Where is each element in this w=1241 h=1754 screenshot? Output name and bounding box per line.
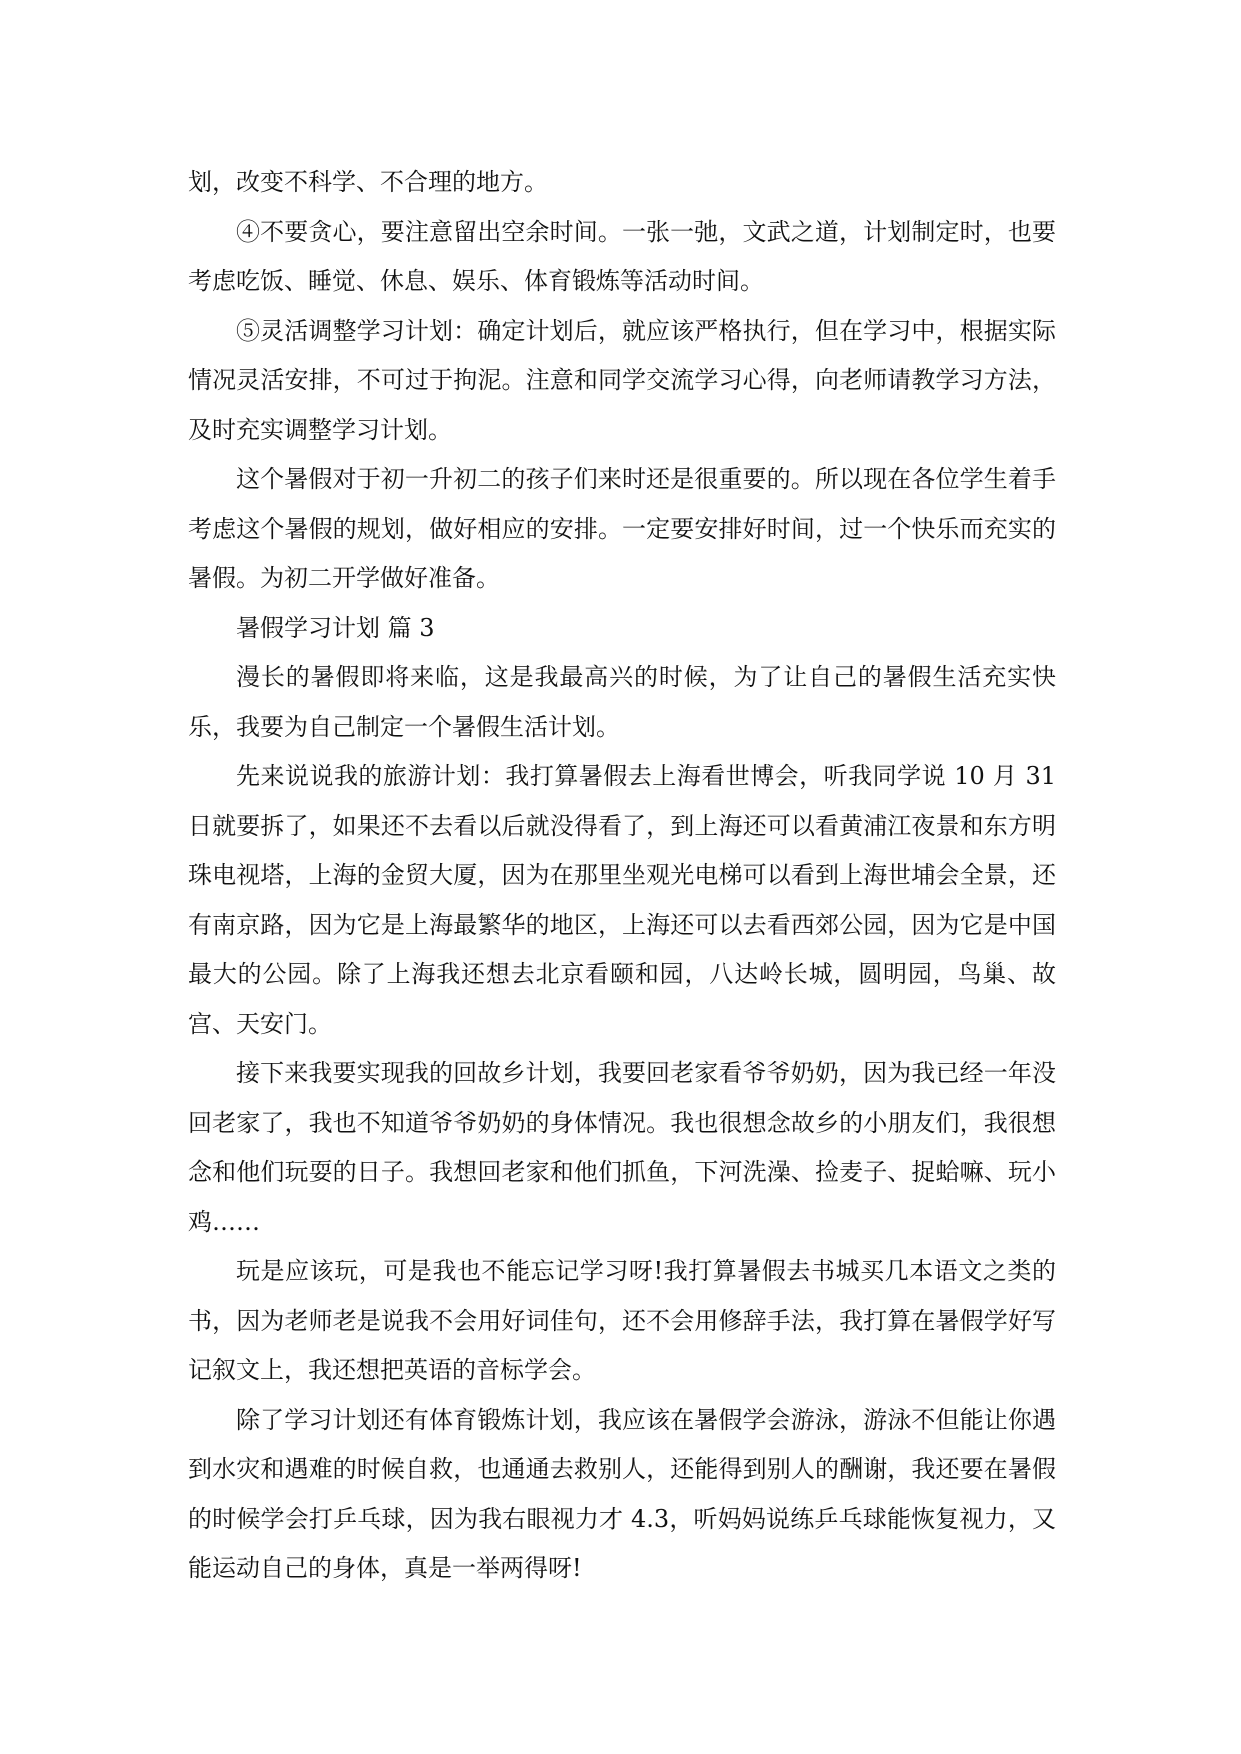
paragraph-hometown-plan: 接下来我要实现我的回故乡计划，我要回老家看爷爷奶奶，因为我已经一年没回老家了，我也不知道爷爷奶奶的身体情况。我也很想念故乡的小朋友们，我很想念和他们玩耍的日子。我想回老家和他们抓鱼，下河洗澡、捡麦子、捉蛤嘛、玩小鸡……	[188, 1059, 1056, 1236]
paragraph-travel-plan: 先来说说我的旅游计划：我打算暑假去上海看世博会，听我同学说 10 月 31 日就要拆了，如果还不去看以后就没得看了，到上海还可以看黄浦江夜景和东方明珠电视塔，上海的金贸大厦，因为在那里坐观光电梯可以看到上海世埔会全景，还有南京路，因为它是上海最繁华的地区，上海还可以去看西郊公园，因为它是中国最大的公园。除了上海我还想去北京看颐和园，八达岭长城，圆明园，鸟巢、故宫、天安门。	[188, 762, 1056, 1038]
paragraph-sports-plan: 除了学习计划还有体育锻炼计划，我应该在暑假学会游泳，游泳不但能让你遇到水灾和遇难的时候自救，也通通去救别人，还能得到别人的酬谢，我还要在暑假的时候学会打乒乓球，因为我右眼视力才 4.3，听妈妈说练乒乓球能恢复视力，又能运动自己的身体，真是一举两得呀!	[188, 1405, 1056, 1582]
paragraph-continuation: 划，改变不科学、不合理的地方。	[188, 168, 548, 196]
paragraph-tip-5: ⑤灵活调整学习计划：确定计划后，就应该严格执行，但在学习中，根据实际情况灵活安排，不可过于拘泥。注意和同学交流学习心得，向老师请教学习方法，及时充实调整学习计划。	[188, 316, 1056, 444]
paragraph-intro: 漫长的暑假即将来临，这是我最高兴的时候，为了让自己的暑假生活充实快乐，我要为自己制定一个暑假生活计划。	[188, 663, 1056, 741]
paragraph-study-plan: 玩是应该玩，可是我也不能忘记学习呀!我打算暑假去书城买几本语文之类的书，因为老师老是说我不会用好词佳句，还不会用修辞手法，我打算在暑假学好写记叙文上，我还想把英语的音标学会。	[188, 1257, 1056, 1384]
paragraph-tip-4: ④不要贪心，要注意留出空余时间。一张一弛，文武之道，计划制定时，也要考虑吃饭、睡觉、休息、娱乐、体育锻炼等活动时间。	[188, 217, 1056, 295]
section-heading: 暑假学习计划 篇 3	[236, 613, 435, 642]
paragraph-summary: 这个暑假对于初一升初二的孩子们来时还是很重要的。所以现在各位学生着手考虑这个暑假的规划，做好相应的安排。一定要安排好时间，过一个快乐而充实的暑假。为初二开学做好准备。	[188, 465, 1056, 592]
document-body	[188, 158, 1056, 1594]
